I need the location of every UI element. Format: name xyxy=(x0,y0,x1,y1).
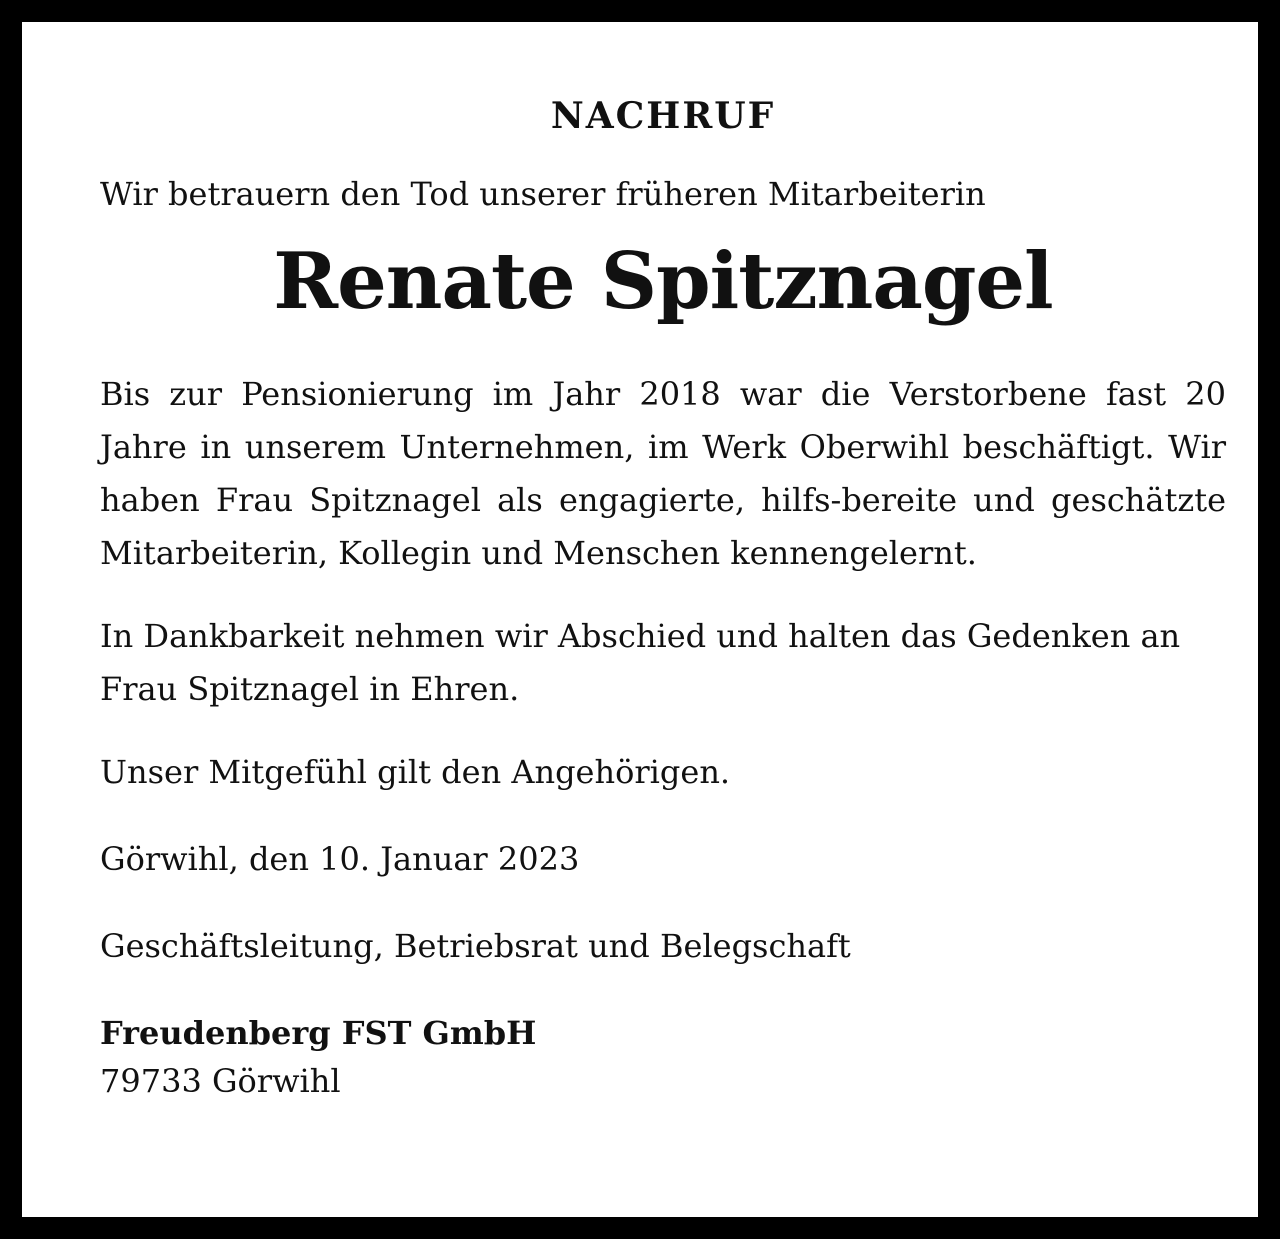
obituary-content xyxy=(100,82,1226,1105)
notice-heading: NACHRUF xyxy=(550,95,776,137)
notice-place-date: Görwihl, den 10. Januar 2023 xyxy=(100,840,580,878)
company-block xyxy=(100,1009,1226,1105)
notice-paragraph-condolence: Unser Mitgefühl gilt den Angehörigen. xyxy=(100,753,731,791)
deceased-name: Renate Spitznagel xyxy=(273,236,1053,327)
notice-intro: Wir betrauern den Tod unserer früheren Mitarbeiterin xyxy=(100,175,986,213)
notice-paragraph-gratitude: In Dankbarkeit nehmen wir Abschied und halten das Gedenken an Frau Spitznagel in Ehren. xyxy=(100,617,1181,708)
notice-signatories: Geschäftsleitung, Betriebsrat und Belegschaft xyxy=(100,927,851,965)
company-name: Freudenberg FST GmbH xyxy=(100,1014,537,1052)
company-city: 79733 Görwihl xyxy=(100,1062,341,1100)
notice-paragraph-career: Bis zur Pensionierung im Jahr 2018 war die Verstorbene fast 20 Jahre in unserem Unternehmen, im Werk Oberwihl beschäftigt. Wir haben Frau Spitznagel als engagierte, hilfs-bereite und geschätzte Mitarbeiterin, Kollegin und Menschen kennengelernt. xyxy=(100,375,1226,572)
